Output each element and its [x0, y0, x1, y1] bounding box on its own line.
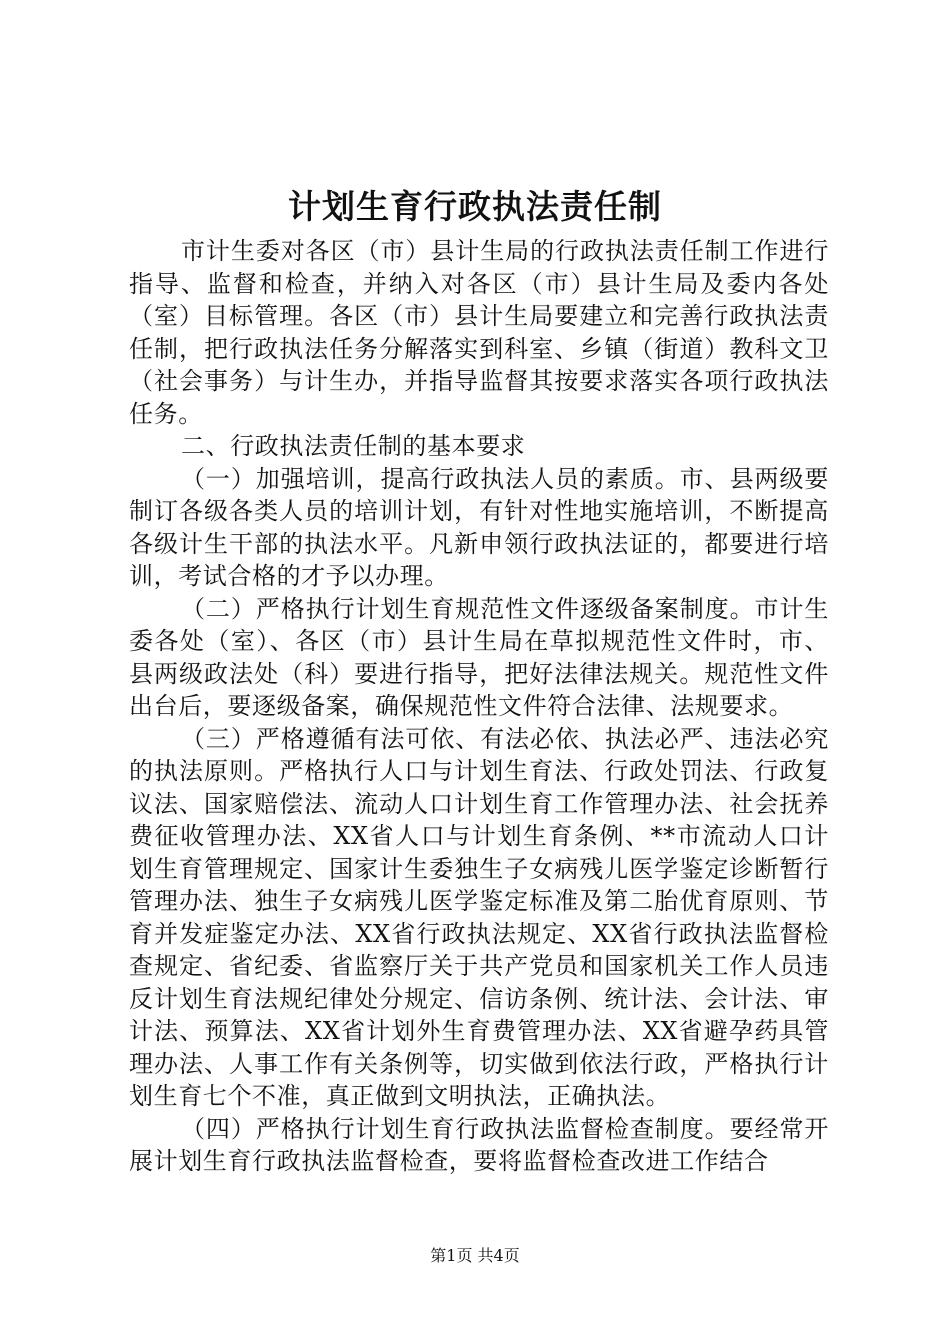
paragraph-item-4-supervision: （四）严格执行计划生育行政执法监督检查制度。要经常开展计划生育行政执法监督检查，要将监督检查改进工作结合 — [129, 1114, 829, 1175]
paragraph-item-3-principles: （三）严格遵循有法可依、有法必依、执法必严、违法必究的执法原则。严格执行人口与计划生育法、行政处罚法、行政复议法、国家赔偿法、流动人口计划生育工作管理办法、社会抚养费征收管理办法、XX省人口与计划生育条例、**市流动人口计划生育管理规定、国家计生委独生子女病残儿医学鉴定诊断暂行管理办法、独生子女病残儿医学鉴定标准及第二胎优育原则、节育并发症鉴定办法、XX省行政执法规定、XX省行政执法监督检查规定、省纪委、省监察厅关于共产党员和国家机关工作人员违反计划生育法规纪律处分规定、信访条例、统计法、会计法、审计法、预算法、XX省计划外生育费管理办法、XX省避孕药具管理办法、人事工作有关条例等，切实做到依法行政，严格执行计划生育七个不准，真正做到文明执法，正确执法。 — [129, 724, 829, 1110]
paragraph-intro: 市计生委对各区（市）县计生局的行政执法责任制工作进行指导、监督和检查，并纳入对各区（市）县计生局及委内各处（室）目标管理。各区（市）县计生局要建立和完善行政执法责任制，把行政执法任务分解落实到科室、乡镇（街道）教科文卫（社会事务）与计生办，并指导监督其按要求落实各项行政执法任务。 — [129, 237, 829, 428]
document-body — [129, 235, 829, 1178]
paragraph-item-2-filing: （二）严格执行计划生育规范性文件逐级备案制度。市计生委各处（室）、各区（市）县计生局在草拟规范性文件时，市、县两级政法处（科）要进行指导，把好法律法规关。规范性文件出台后，要逐级备案，确保规范性文件符合法律、法规要求。 — [129, 594, 829, 720]
page-number-footer: 第1页 共4页 — [430, 1246, 520, 1265]
document-title: 计划生育行政执法责任制 — [288, 187, 662, 226]
section-heading-basic-requirements: 二、行政执法责任制的基本要求 — [181, 432, 526, 460]
paragraph-item-1-training: （一）加强培训，提高行政执法人员的素质。市、县两级要制订各级各类人员的培训计划，有针对性地实施培训，不断提高各级计生干部的执法水平。凡新申领行政执法证的，都要进行培训，考试合格的才予以办理。 — [129, 464, 829, 590]
